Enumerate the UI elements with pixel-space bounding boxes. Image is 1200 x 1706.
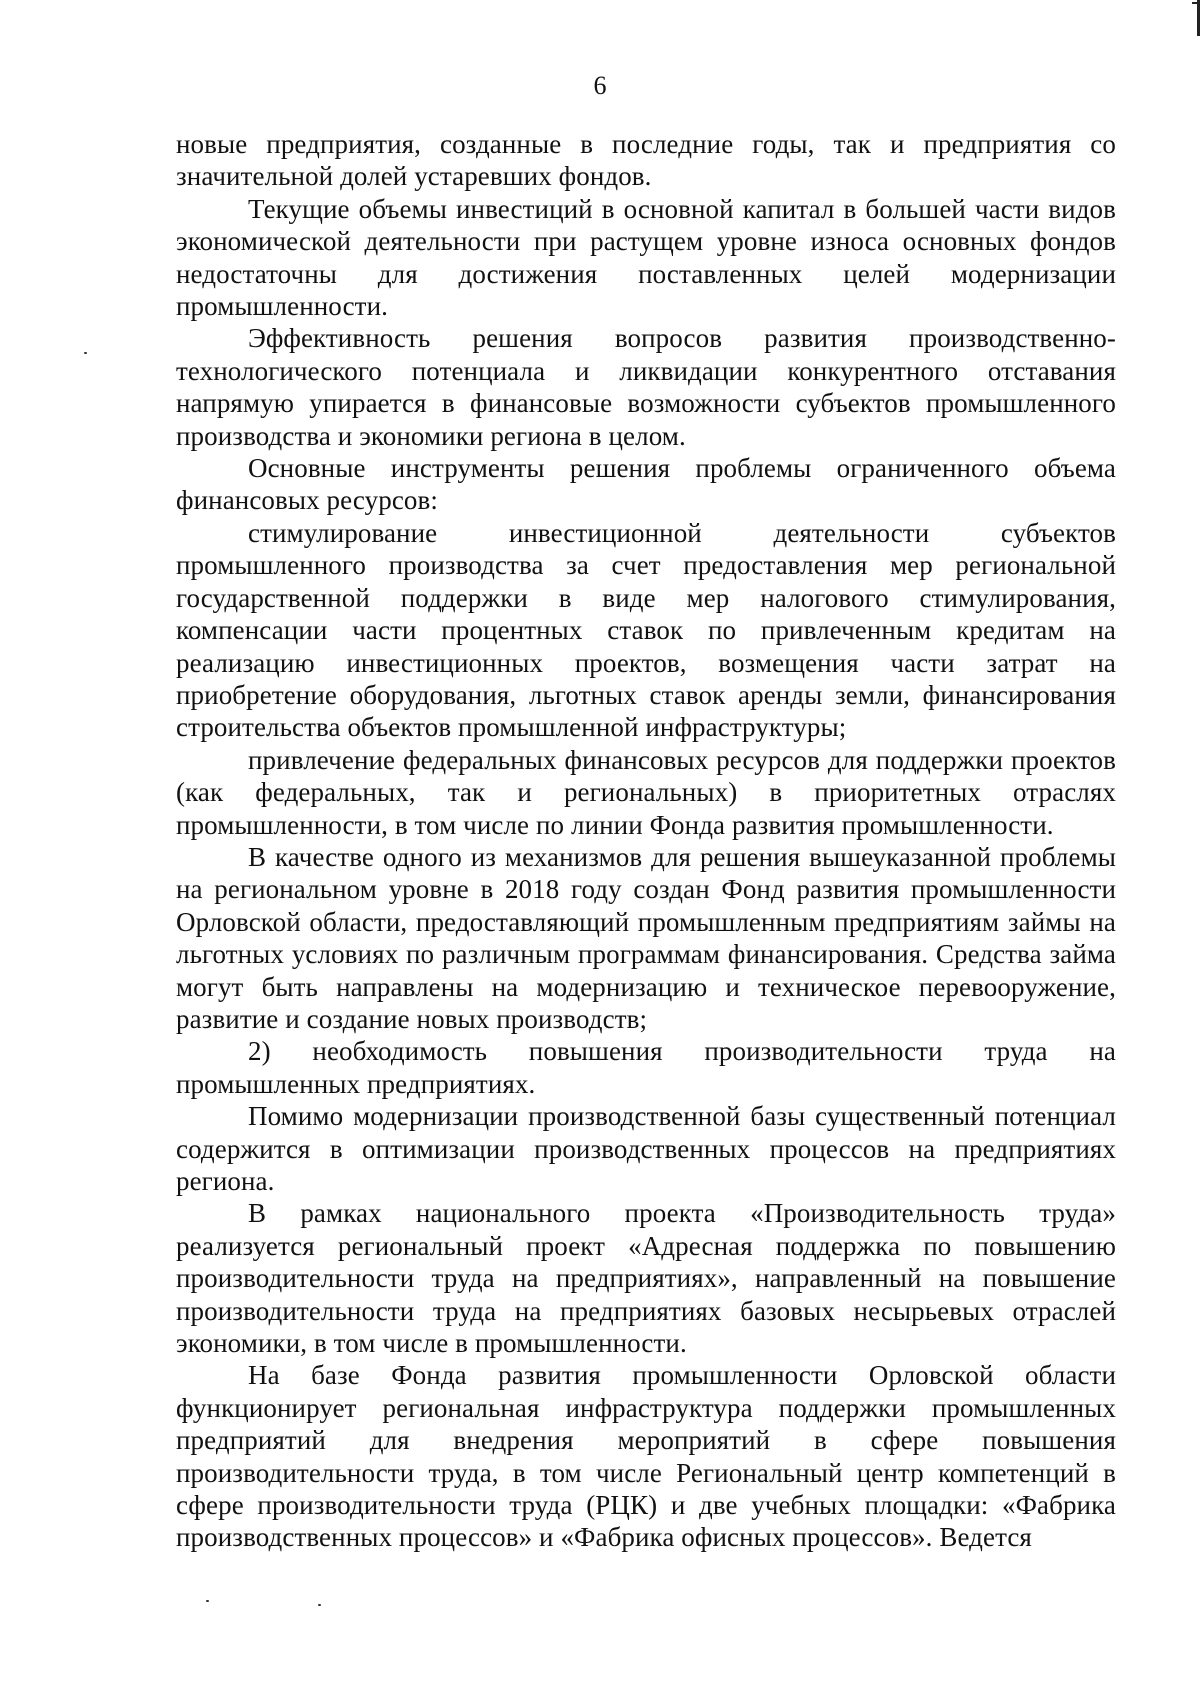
scan-speck [206,1600,209,1602]
paragraph: привлечение федеральных финансовых ресурсов для поддержки проектов (как федеральных, так и региональных) в приоритетных отраслях промышленности, в том числе по линии Фонда развития промышленности. [176,744,1116,840]
paragraph: На базе Фонда развития промышленности Орловской области функционирует региональная инфраструктура поддержки промышленных предприятий для внедрения мероприятий в сфере повышения производительности труда, в том числе Региональный центр компетенций в сфере производительности труда (РЦК) и две учебных площадки: «Фабрика производственных процессов» и «Фабрика офисных процессов». Ведется [176,1360,1116,1553]
paragraph: Эффективность решения вопросов развития производственно-технологического потенциала и ликвидации конкурентного отставания напрямую упирается в финансовые возможности субъектов промышленного производства и экономики региона в целом. [176,323,1116,451]
paragraph: Помимо модернизации производственной базы существенный потенциал содержится в оптимизации производственных процессов на предприятиях региона. [176,1101,1116,1196]
document-body [176,128,1116,1554]
paragraph: В рамках национального проекта «Производительность труда» реализуется региональный проект «Адресная поддержка по повышению производительности труда на предприятиях», направленный на повышение производительности труда на предприятиях базовых несырьевых отраслей экономики, в том числе в промышленности. [176,1198,1116,1359]
scan-speck [318,1604,321,1606]
scan-speck [84,352,87,354]
paragraph: стимулирование инвестиционной деятельности субъектов промышленного производства за счет предоставления мер региональной государственной поддержки в виде мер налогового стимулирования, компенсации части процентных ставок по привлеченным кредитам на реализацию инвестиционных проектов, возмещения части затрат на приобретение оборудования, льготных ставок аренды земли, финансирования строительства объектов промышленной инфраструктуры; [176,517,1116,743]
scan-edge-tick [1192,2,1198,4]
paragraph: В качестве одного из механизмов для решения вышеуказанной проблемы на региональном уровне в 2018 году создан Фонд развития промышленности Орловской области, предоставляющий промышленным предприятиям займы на льготных условиях по различным программам финансирования. Средства займа могут быть направлены на модернизацию и техническое перевооружение, развитие и создание новых производств; [176,841,1116,1034]
paragraph: Текущие объемы инвестиций в основной капитал в большей части видов экономической деятельности при растущем уровне износа основных фондов недостаточны для достижения поставленных целей модернизации промышленности. [176,193,1116,322]
paragraph: Основные инструменты решения проблемы ограниченного объема финансовых ресурсов: [176,453,1116,516]
page-number: 6 [593,71,607,100]
paragraph: 2) необходимость повышения производительности труда на промышленных предприятиях. [176,1036,1116,1099]
paragraph: новые предприятия, созданные в последние годы, так и предприятия со значительной долей устаревших фондов. [176,129,1116,192]
